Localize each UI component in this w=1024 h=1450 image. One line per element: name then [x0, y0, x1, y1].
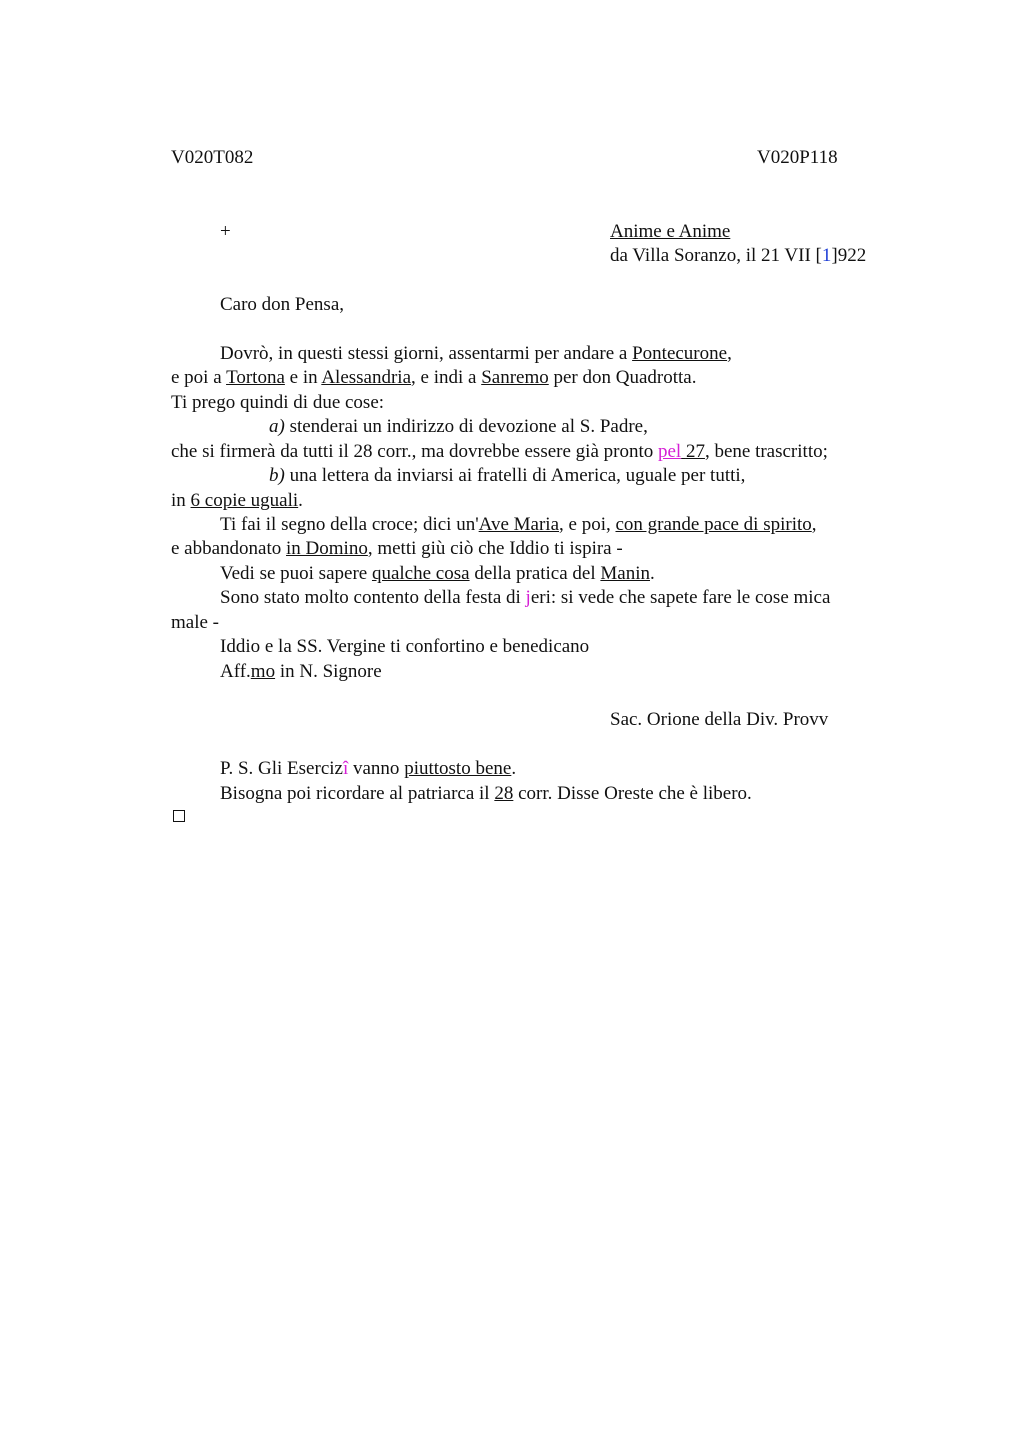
text: e in	[284, 367, 322, 388]
text: Vedi se puoi sapere	[220, 563, 372, 584]
text: , e indi a	[411, 367, 482, 388]
text: Aff.	[220, 661, 251, 682]
date-part: ]922	[831, 245, 867, 266]
text: Sono stato molto contento della festa di	[220, 587, 526, 608]
body-line-7	[171, 490, 303, 512]
text: in N. Signore	[275, 661, 382, 682]
editorial-letter: j	[525, 587, 531, 608]
date-27: 27	[685, 441, 705, 462]
blessing-line: Iddio e la SS. Vergine ti confortino e benedicano	[220, 636, 590, 657]
end-of-document-square-icon	[173, 810, 185, 822]
salutation: Caro don Pensa,	[220, 294, 345, 315]
text: .	[298, 490, 303, 511]
text: ,	[811, 514, 817, 535]
closing-line	[220, 661, 382, 683]
piuttosto-bene: piuttosto bene	[404, 758, 512, 779]
manin: Manin	[600, 563, 650, 584]
body-line-4	[269, 416, 648, 438]
peace-phrase: con grande pace di spirito	[615, 514, 812, 535]
right-document-code: V020P118	[757, 147, 838, 168]
text: della pratica del	[469, 563, 601, 584]
signature: Sac. Orione della Div. Provv	[610, 709, 829, 730]
motto: Anime e Anime	[610, 221, 731, 242]
body-line-1	[220, 343, 732, 365]
body-line-5	[171, 441, 828, 463]
postscript-line-1	[220, 758, 516, 780]
text: Ti fai il segno della croce; dici un'	[220, 514, 479, 535]
body-line-11	[220, 587, 830, 609]
body-line-8	[220, 514, 817, 536]
place-tortona: Tortona	[226, 367, 285, 388]
place-alessandria: Alessandria	[321, 367, 412, 388]
body-line-10	[220, 563, 655, 585]
text: , metti giù ciò che Iddio ti ispira -	[367, 538, 623, 559]
text: P. S. Gli Eserciz	[220, 758, 343, 779]
text: per don Quadrotta.	[548, 367, 697, 388]
editorial-insertion: 1	[821, 245, 832, 266]
item-marker-a: a)	[269, 416, 285, 437]
text: corr. Disse Oreste che è libero.	[513, 783, 752, 804]
date-28: 28	[494, 783, 514, 804]
item-marker-b: b)	[269, 465, 285, 486]
place-pontecurone: Pontecurone	[632, 343, 728, 364]
place-sanremo: Sanremo	[481, 367, 549, 388]
text: , bene trascritto;	[704, 441, 828, 462]
text: che si firmerà da tutti il 28 corr., ma dovrebbe essere già pronto	[171, 441, 658, 462]
body-line-3: Ti prego quindi di due cose:	[171, 392, 385, 413]
text: Bisogna poi ricordare al patriarca il	[220, 783, 495, 804]
in-domino: in Domino	[286, 538, 368, 559]
text: Dovrò, in questi stessi giorni, assentarmi per andare a	[220, 343, 633, 364]
left-document-code: V020T082	[171, 147, 254, 168]
superscript-mo: mo	[250, 661, 276, 682]
editorial-word: pel	[657, 441, 682, 462]
cross-mark: +	[220, 221, 231, 242]
body-line-9	[171, 538, 623, 560]
body-line-12: male -	[171, 612, 220, 633]
text: una lettera da inviarsi ai fratelli di America, uguale per tutti,	[284, 465, 746, 486]
text: ,	[727, 343, 732, 364]
copies-note: 6 copie uguali	[190, 490, 299, 511]
date-line	[610, 245, 866, 267]
date-part: da Villa Soranzo, il 21 VII [	[610, 245, 822, 266]
body-line-6	[269, 465, 745, 487]
text: in	[171, 490, 191, 511]
text: stenderai un indirizzo di devozione al S. Padre,	[284, 416, 648, 437]
editorial-letter: î	[342, 758, 349, 779]
text: .	[511, 758, 517, 779]
qualche-cosa: qualche cosa	[371, 563, 470, 584]
postscript-line-2	[220, 783, 752, 805]
text: e abbandonato	[171, 538, 287, 559]
text: vanno	[348, 758, 405, 779]
ave-maria: Ave Maria	[478, 514, 560, 535]
text: .	[650, 563, 655, 584]
text: , e poi,	[559, 514, 616, 535]
text: eri: si vede che sapete fare le cose mica	[530, 587, 831, 608]
body-line-2	[171, 367, 696, 389]
text: e poi a	[171, 367, 227, 388]
